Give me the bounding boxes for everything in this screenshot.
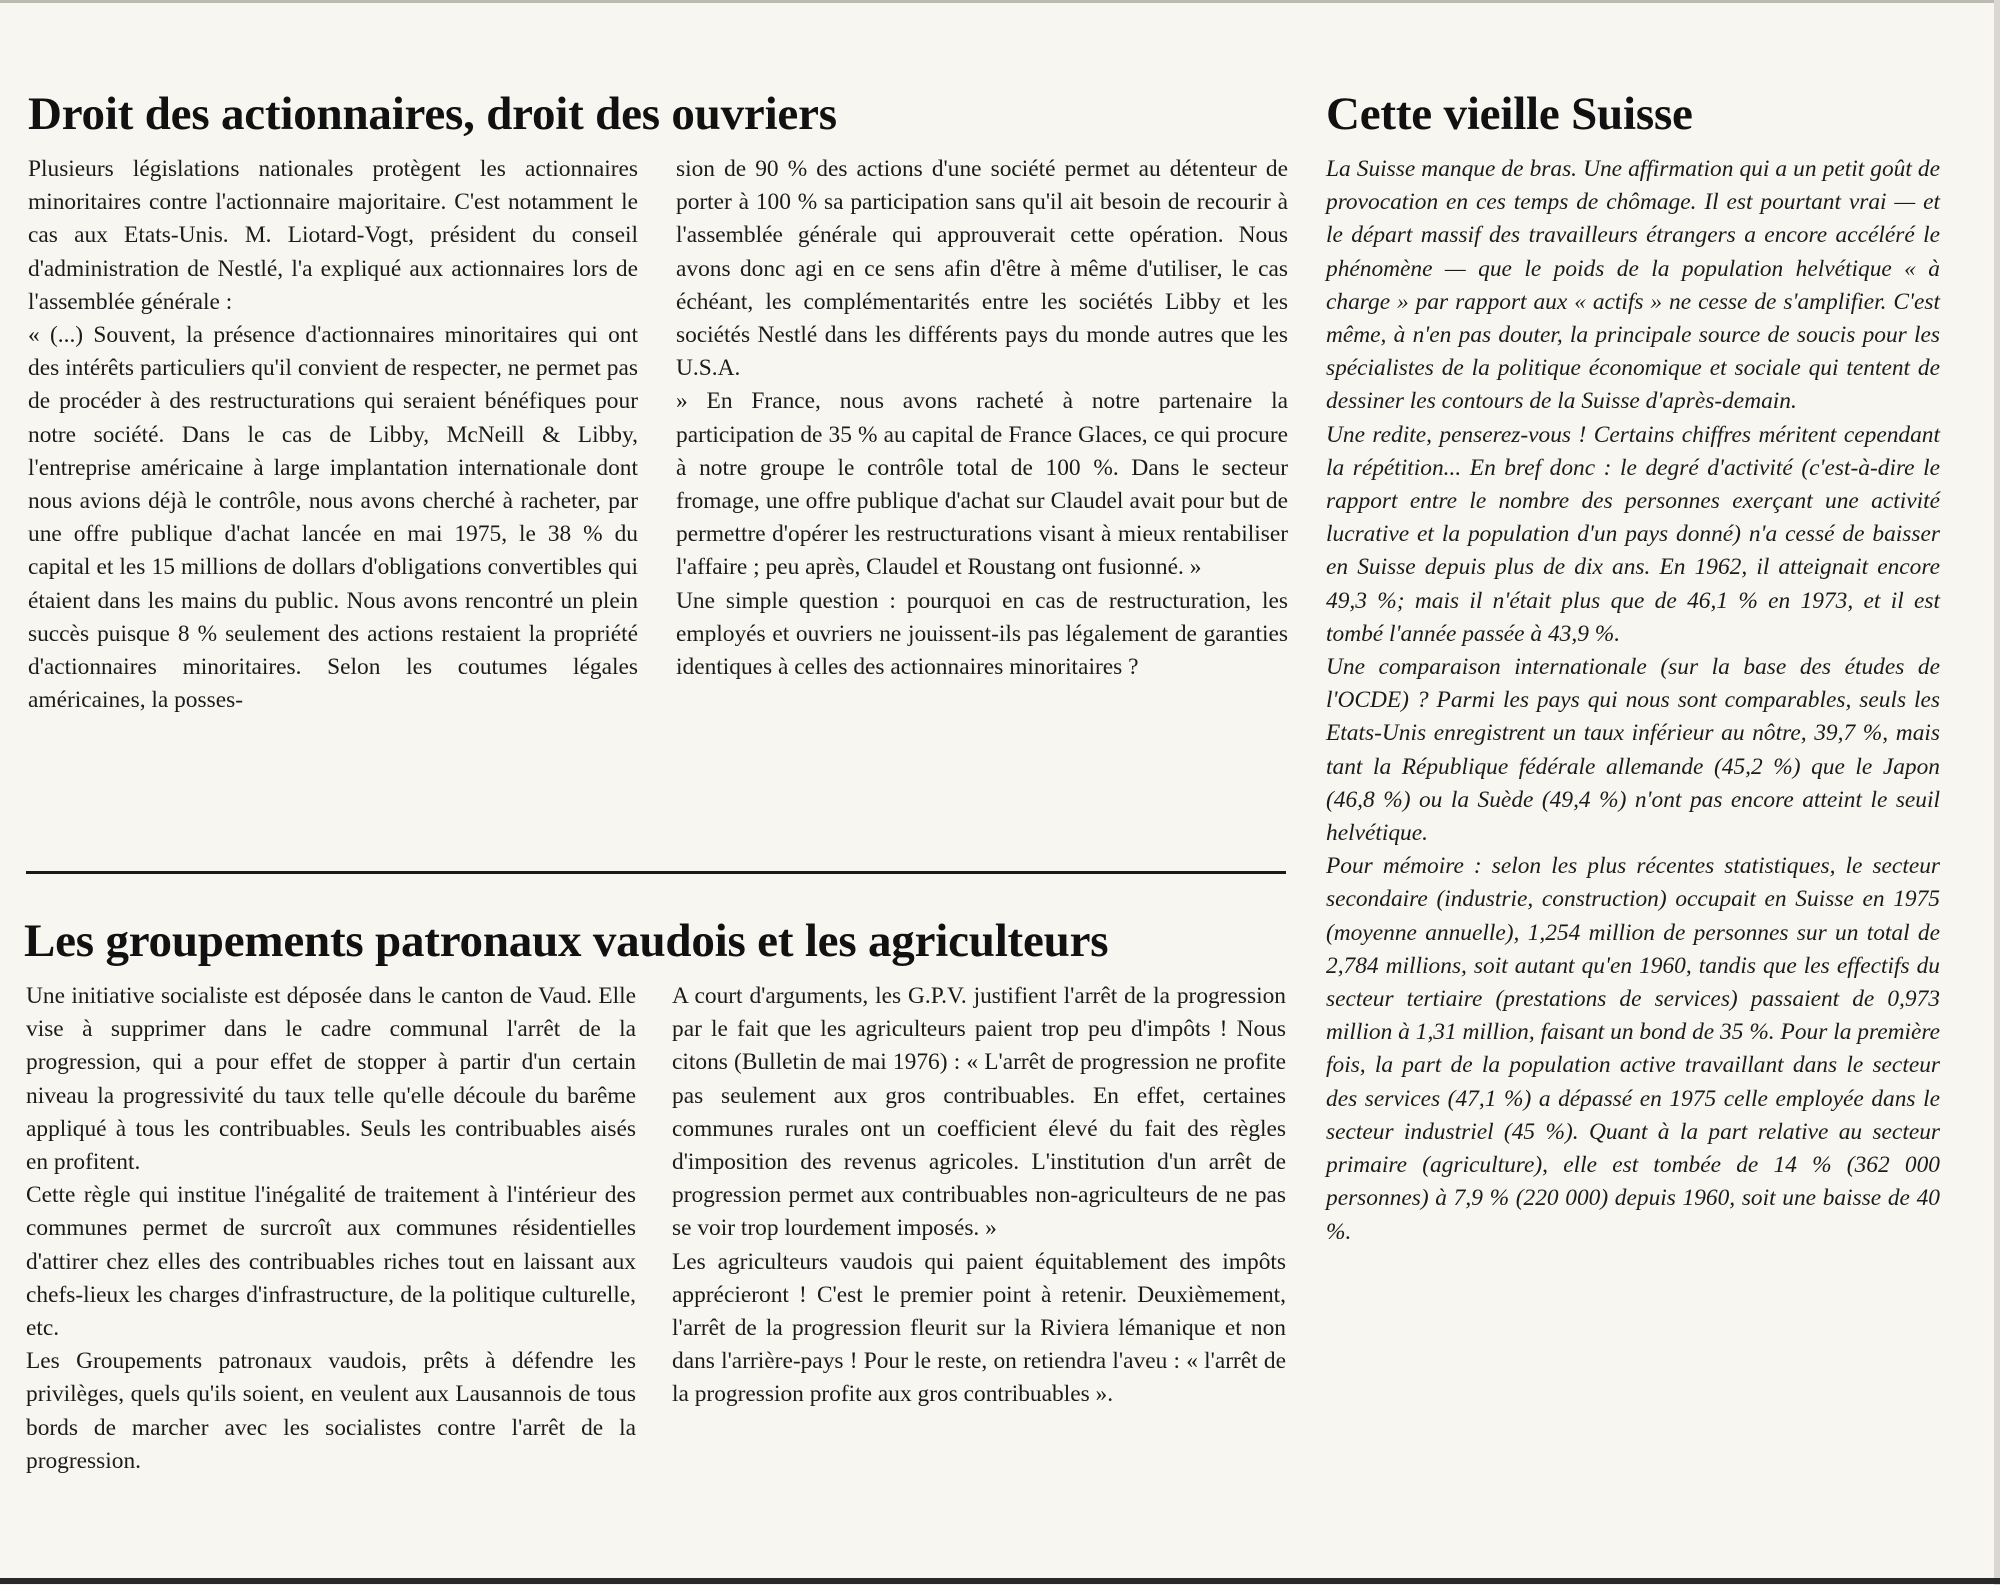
article-1-column-2 <box>676 153 1288 684</box>
article-2-column-2 <box>672 980 1286 1412</box>
paragraph: Pour mémoire : selon les plus récentes statistiques, le secteur secondaire (industrie, construction) occupait en Suisse en 1975 (moyenne annuelle), 1,254 million de personnes sur un total de 2,784 millions, soit autant qu'en 1960, tandis que les effectifs du secteur tertiaire (prestations de services) passaient de 0,973 million à 1,31 million, faisant un bond de 35 %. Pour la première fois, la part de la population active travaillant dans le secteur des services (47,1 %) a dépassé en 1975 celle employée dans le secteur industriel (45 %). Quant à la part relative au secteur primaire (agriculture), elle est tombée de 14 % (362 000 personnes) à 7,9 % (220 000) depuis 1960, soit une baisse de 40 %. <box>1326 853 1940 1245</box>
paragraph: Une redite, penserez-vous ! Certains chiffres méritent cependant la répétition... En bref donc : le degré d'activité (c'est-à-dire le rapport entre le nombre des personnes exerçant une activité lucrative et la population d'un pays donné) n'a cessé de baisser en Suisse depuis plus de dix ans. En 1962, il atteignait encore 49,3 %; mais il n'était plus que de 46,1 % en 1973, et il est tombé l'année passée à 43,9 %. <box>1326 421 1940 647</box>
article-2-column-1 <box>26 980 636 1478</box>
paragraph: sion de 90 % des actions d'une société permet au détenteur de porter à 100 % sa participation sans qu'il ait besoin de recourir à l'assemblée générale qui approuverait cette opération. Nous avons donc agi en ce sens afin d'être à même d'utiliser, le cas échéant, les complémentarités entre les sociétés Libby et les sociétés Nestlé dans les différents pays du monde autres que les U.S.A. <box>676 156 1288 382</box>
section-divider-rule <box>26 871 1286 874</box>
right-page-edge <box>1994 0 2000 1585</box>
article-3-headline: Cette vieille Suisse <box>1326 88 1693 140</box>
paragraph: Une simple question : pourquoi en cas de restructuration, les employés et ouvriers ne jouissent-ils pas légalement de garanties identiques à celles des actionnaires minoritaires ? <box>676 587 1288 681</box>
paragraph: » En France, nous avons racheté à notre partenaire la participation de 35 % au capital de France Glaces, ce qui procure à notre groupe le contrôle total de 100 %. Dans le secteur fromage, une offre publique d'achat sur Claudel avait pour but de permettre d'opérer les restructurations visant à mieux rentabiliser l'affaire ; peu après, Claudel et Roustang ont fusionné. » <box>676 388 1288 581</box>
top-edge-rule <box>0 0 2000 3</box>
article-1-headline: Droit des actionnaires, droit des ouvriers <box>28 88 837 140</box>
paragraph: Les Groupements patronaux vaudois, prêts à défendre les privilèges, quels qu'ils soient, en veulent aux Lausannois de tous bords de marcher avec les socialistes contre l'arrêt de la progression. <box>26 1348 636 1474</box>
paragraph: Plusieurs législations nationales protègent les actionnaires minoritaires contre l'actionnaire majoritaire. C'est notamment le cas aux Etats-Unis. M. Liotard-Vogt, président du conseil d'administration de Nestlé, l'a expliqué aux actionnaires lors de l'assemblée générale : <box>28 156 638 315</box>
article-2-headline: Les groupements patronaux vaudois et les agriculteurs <box>24 915 1109 967</box>
article-1-column-1 <box>28 153 638 717</box>
bottom-edge-rule <box>0 1578 2000 1584</box>
paragraph: Une comparaison internationale (sur la base des études de l'OCDE) ? Parmi les pays qui nous sont comparables, seuls les Etats-Unis enregistrent un taux inférieur au nôtre, 39,7 %, mais tant la République fédérale allemande (45,2 %) que le Japon (46,8 %) ou la Suède (49,4 %) n'ont pas encore atteint le seuil helvétique. <box>1326 654 1940 847</box>
paragraph: Les agriculteurs vaudois qui paient équitablement des impôts apprécieront ! C'est le premier point à retenir. Deuxièmement, l'arrêt de la progression fleurit sur la Riviera lémanique et non dans l'arrière-pays ! Pour le reste, on retiendra l'aveu : « l'arrêt de la progression profite aux gros contribuables ». <box>672 1248 1286 1408</box>
paragraph: Cette règle qui institue l'inégalité de traitement à l'intérieur des communes permet de surcroît aux communes résidentielles d'attirer chez elles des contribuables riches tout en laissant aux chefs-lieux les charges d'infrastructure, de la politique culturelle, etc. <box>26 1182 636 1342</box>
paragraph: Une initiative socialiste est déposée dans le canton de Vaud. Elle vise à supprimer dans le cadre communal l'arrêt de la progression, qui a pour effet de stopper à partir d'un certain niveau la progressivité du taux telle qu'elle découle du barême appliqué à tous les contribuables. Seuls les contribuables aisés en profitent. <box>26 983 636 1176</box>
paragraph: La Suisse manque de bras. Une affirmation qui a un petit goût de provocation en ces temps de chômage. Il est pourtant vrai — et le départ massif des travailleurs étrangers a encore accéléré le phénomène — que le poids de la population helvétique « à charge » par rapport aux « actifs » ne cesse de s'amplifier. C'est même, à n'en pas douter, la principale source de soucis pour les spécialistes de la politique économique et sociale qui tentent de dessiner les contours de la Suisse d'après-demain. <box>1326 156 1940 415</box>
paragraph: A court d'arguments, les G.P.V. justifient l'arrêt de la progression par le fait que les agriculteurs paient trop peu d'impôts ! Nous citons (Bulletin de mai 1976) : « L'arrêt de progression ne profite pas seulement aux gros contribuables. En effet, certaines communes rurales ont un coefficient élevé du fait des règles d'imposition des revenus agricoles. L'institution d'un arrêt de progression permet aux contribuables non-agriculteurs de ne pas se voir trop lourdement imposés. » <box>672 983 1286 1242</box>
article-3-column <box>1326 153 1940 1249</box>
paragraph: « (...) Souvent, la présence d'actionnaires minoritaires qui ont des intérêts particuliers qu'il convient de respecter, ne permet pas de procéder à des restructurations qui seraient bénéfiques pour notre société. Dans le cas de Libby, McNeill & Libby, l'entreprise américaine à large implantation internationale dont nous avions déjà le contrôle, nous avons cherché à racheter, par une offre publique d'achat lancée en mai 1975, le 38 % du capital et les 15 millions de dollars d'obligations convertibles qui étaient dans les mains du public. Nous avons rencontré un plein succès puisque 8 % seulement des actions restaient la propriété d'actionnaires minoritaires. Selon les coutumes légales américaines, la posses- <box>28 322 638 714</box>
